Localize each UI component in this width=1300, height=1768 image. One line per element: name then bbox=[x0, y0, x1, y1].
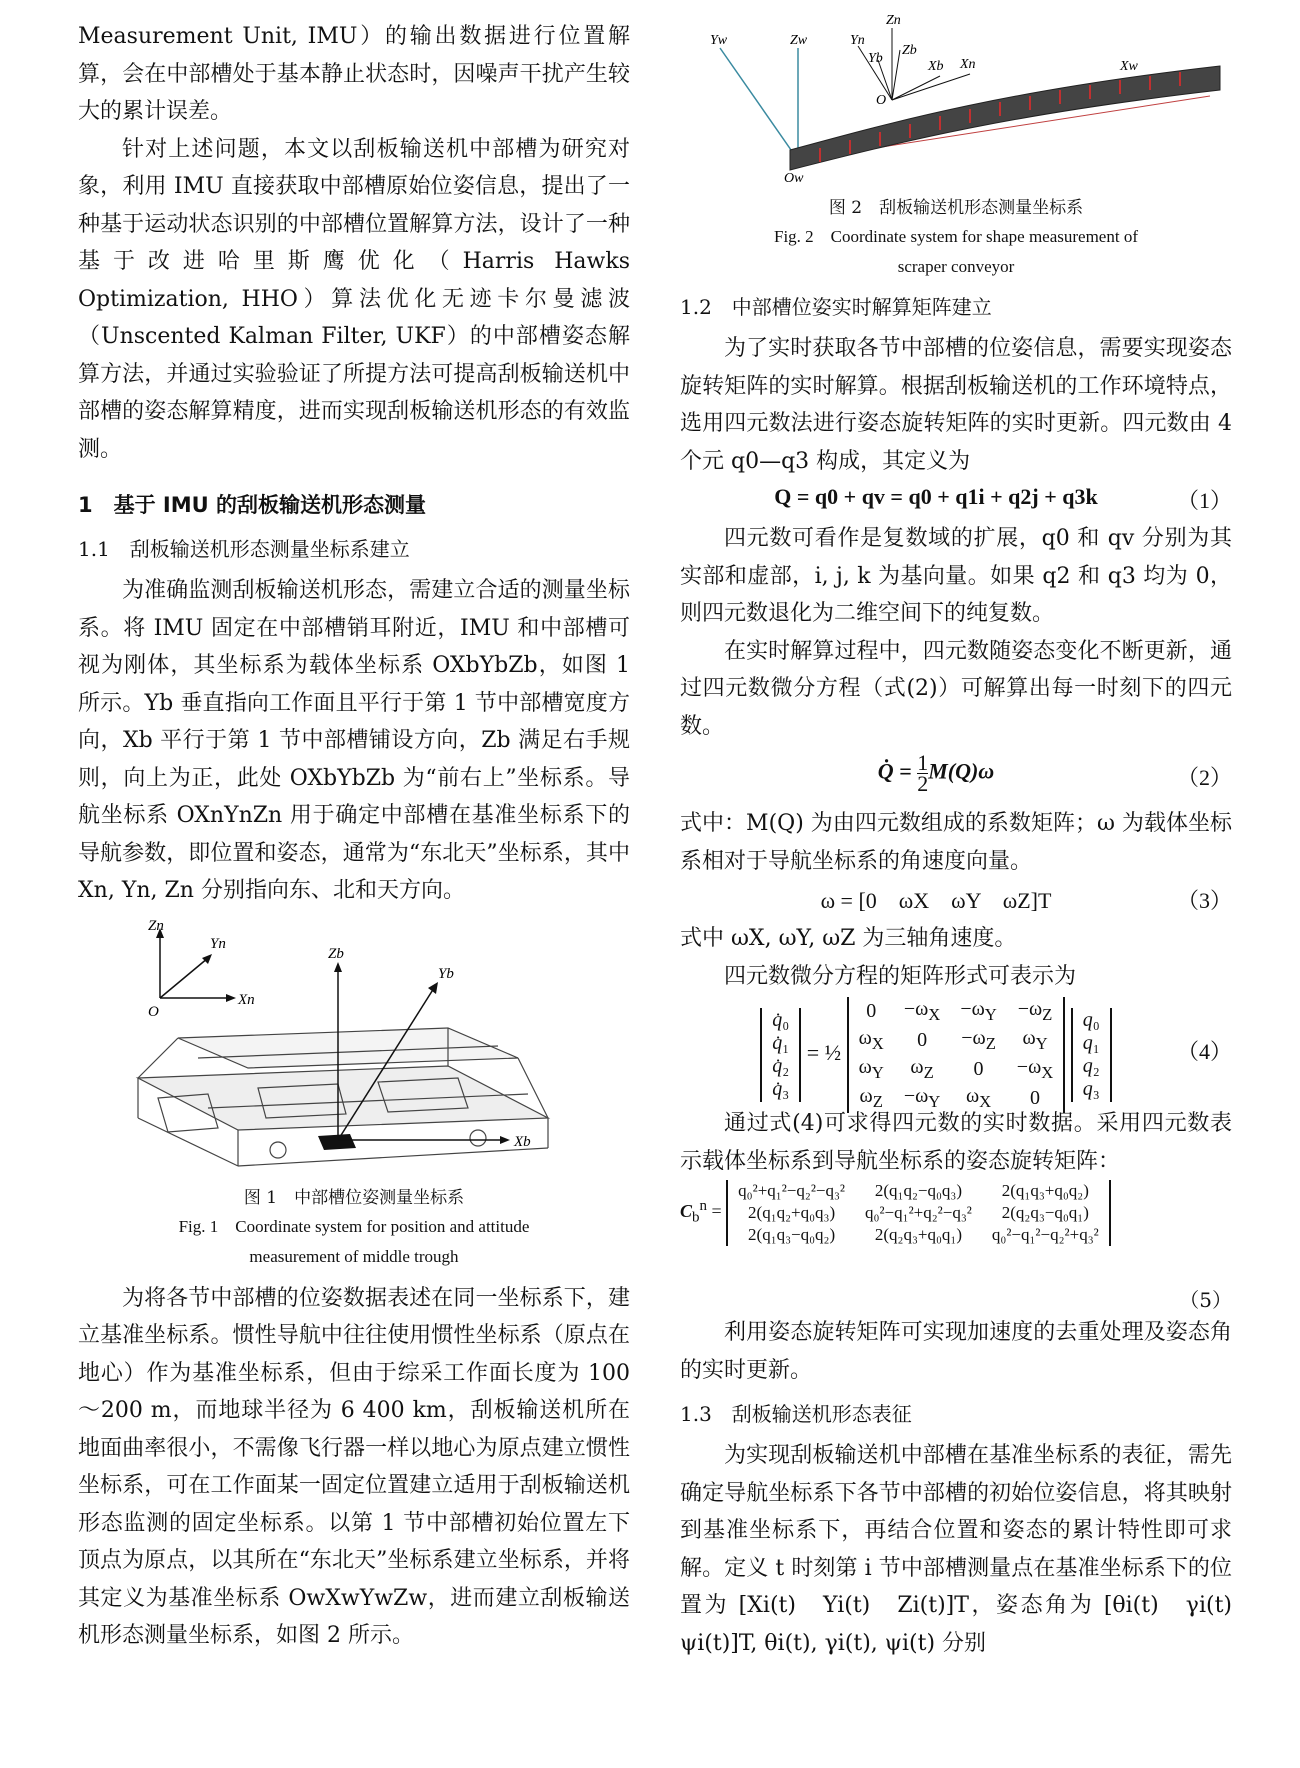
section-heading: 1 基于 IMU 的刮板输送机形态测量 bbox=[78, 493, 426, 517]
paragraph: 针对上述问题，本文以刮板输送机中部槽为研究对象，利用 IMU 直接获取中部槽原始位姿信息，提出了一种基于运动状态识别的中部槽位置解算方法，设计了一种基于改进哈里斯鹰优化（Harris Hawks Optimization, HHO）算法优化无迹卡尔曼滤波（Unscented Kalman Filter, UKF）的中部槽姿态解算方法，并通过实验验证了所提方法可提高刮板输送机中部槽的姿态解算精度，进而实现刮板输送机形态的有效监测。 bbox=[78, 136, 630, 462]
equation-3 bbox=[680, 880, 1232, 920]
subsection-heading: 1.3 刮板输送机形态表征 bbox=[680, 1402, 912, 1426]
paragraph: 通过式(4)可求得四元数的实时数据。采用四元数表示载体坐标系到导航坐标系的姿态旋转矩阵： bbox=[680, 1111, 1232, 1174]
equation-2-body: Q̇ = $\frac{1}{2}$ M(Q)ω bbox=[877, 750, 995, 796]
paragraph: 式中 ωX, ωY, ωZ 为三轴角速度。 bbox=[680, 926, 1017, 951]
label-ow: Ow bbox=[784, 171, 804, 186]
figure-2 bbox=[680, 10, 1232, 282]
figure-1-diagram bbox=[78, 918, 630, 1180]
label-zn: Zn bbox=[148, 917, 164, 934]
paragraph: 四元数微分方程的矩阵形式可表示为 bbox=[724, 963, 1077, 989]
equation-4-body: q̇₀ q̇₁ q̇₂ q̇₃ = ½ 0 $-\omega_X$ $-\omega_Y$ $-\omega_Z$ $\omega_X$ 0 $-\omega_Z$ $\omega_Y$ $\omega_Y$ $\omega_Z$ 0 $-\omega_X$ $\omega_Z$ $-\omega_Y$ $\omega_X$ 0 q₀ q₁ q₂ q₃ bbox=[680, 997, 1192, 1113]
label-yb: Yb bbox=[438, 965, 454, 982]
equation-1 bbox=[680, 480, 1232, 520]
figure-2-caption-en-2: scraper conveyor bbox=[897, 257, 1015, 276]
label-zb: Zb bbox=[328, 945, 344, 962]
label-yn: Yn bbox=[210, 935, 226, 952]
figure-2-caption-en: Fig. 2 Coordinate system for shape measurement of bbox=[773, 227, 1138, 246]
figure-1-caption-cn: 图 1 中部槽位姿测量坐标系 bbox=[243, 1187, 465, 1208]
equation-4 bbox=[680, 995, 1232, 1111]
label-xw: Xw bbox=[1120, 59, 1138, 74]
equation-5-body: $C_b^n = q_0^2+q_1^2-q_2^2-q_3^2$ 2(q₁q₂−q₀q₃) 2(q₁q₃+q₀q₂) 2(q₁q₂+q₀q₃) q₀²−q₁²+q₂²−q₃² 2(q₂q₃−q₀q₁) 2(q₁q₃−q₀q₂) 2(q₂q₃+q₀q₁) q₀²−q₁²−q₂²+q₃² bbox=[680, 1180, 1111, 1246]
label-xb: Xb bbox=[514, 1133, 531, 1150]
paragraph: 为了实时获取各节中部槽的位姿信息，需要实现姿态旋转矩阵的实时解算。根据刮板输送机的工作环境特点，选用四元数法进行姿态旋转矩阵的实时更新。四元数由 4 个元 q0—q3 构成，其定义为 bbox=[680, 336, 1232, 474]
equation-number: （1） bbox=[1176, 488, 1232, 513]
paragraph: 四元数可看作是复数域的扩展，q0 和 qv 分别为其实部和虚部，i, j, k 为基向量。如果 q2 和 q3 均为 0，则四元数退化为二维空间下的纯复数。 bbox=[680, 526, 1232, 626]
equation-1-body: Q = q0 + qv = q0 + q1i + q2j + q3k bbox=[774, 484, 1098, 509]
equation-number: （4） bbox=[1176, 1039, 1232, 1064]
equation-number: （3） bbox=[1176, 888, 1232, 913]
figure-2-diagram bbox=[680, 10, 1232, 190]
label-yn2: Yn bbox=[850, 33, 865, 48]
paragraph: 在实时解算过程中，四元数随姿态变化不断更新，通过四元数微分方程（式(2)）可解算出每一时刻下的四元数。 bbox=[680, 638, 1232, 739]
equation-3-body: ω = [0 ωX ωY ωZ]T bbox=[820, 888, 1052, 913]
figure-1-caption-en-2: measurement of middle trough bbox=[249, 1246, 459, 1266]
paragraph: 为将各节中部槽的位姿数据表述在同一坐标系下，建立基准坐标系。惯性导航中往往使用惯性坐标系（原点在地心）作为基准坐标系，但由于综采工作面长度为 100～200 m，而地球半径为 6 400 km，刮板输送机所在地面曲率很小，不需像飞行器一样以地心为原点建立惯性坐标系，可在工作面某一固定位置建立适用于刮板输送机形态监测的固定坐标系。以第 1 节中部槽初始位置左下顶点为原点，以其所在“东北天”坐标系建立坐标系，并将其定义为基准坐标系 OwXwYwZw，进而建立刮板输送机形态测量坐标系，如图 2 所示。 bbox=[78, 1285, 630, 1648]
paragraph: 式中：M(Q) 为由四元数组成的系数矩阵；ω 为载体坐标系相对于导航坐标系的角速度向量。 bbox=[680, 811, 1232, 874]
label-xb2: Xb bbox=[928, 59, 944, 74]
paragraph: 为准确监测刮板输送机形态，需建立合适的测量坐标系。将 IMU 固定在中部槽销耳附近，IMU 和中部槽可视为刚体，其坐标系为载体坐标系 OXbYbZb，如图 1 所示。Yb 垂直指向工作面且平行于第 1 节中部槽宽度方向，Xb 平行于第 1 节中部槽铺设方向，Zb 满足右手规则，向上为正，此处 OXbYbZb 为“前右上”坐标系。导航坐标系 OXnYnZn 用于确定中部槽在基准坐标系下的导航参数，即位置和姿态，通常为“东北天”坐标系，其中 Xn, Yn, Zn 分别指向东、北和天方向。 bbox=[78, 578, 630, 903]
label-xn: Xn bbox=[238, 991, 255, 1008]
equation-number: （5） bbox=[1179, 1288, 1232, 1312]
paragraph: 利用姿态旋转矩阵可实现加速度的去重处理及姿态角的实时更新。 bbox=[680, 1320, 1232, 1383]
label-yb2: Yb bbox=[868, 51, 883, 66]
conveyor-body bbox=[790, 66, 1220, 170]
figure-1-caption-en: Fig. 1 Coordinate system for position and attitude bbox=[178, 1216, 530, 1236]
label-yw: Yw bbox=[710, 33, 728, 48]
paragraph: 为实现刮板输送机中部槽在基准坐标系的表征，需先确定导航坐标系下各节中部槽的初始位姿信息，将其映射到基准坐标系下，再结合位置和姿态的累计特性即可求解。定义 t 时刻第 i 节中部槽测量点在基准坐标系下的位置为 [Xi(t) Yi(t) Zi(t)]T，姿态角为 [θi(t) γi(t) ψi(t)]T, θi(t), γi(t), ψi(t) 分别 bbox=[680, 1443, 1255, 1656]
left-column bbox=[78, 18, 630, 1655]
equation-number: （2） bbox=[1176, 765, 1232, 790]
figure-1 bbox=[78, 918, 630, 1272]
label-o2: O bbox=[876, 93, 887, 108]
imu-block bbox=[318, 1134, 356, 1150]
right-column bbox=[680, 10, 1255, 1662]
subsection-heading: 1.2 中部槽位姿实时解算矩阵建立 bbox=[680, 295, 992, 319]
paragraph: Measurement Unit, IMU）的输出数据进行位置解算，会在中部槽处于基本静止状态时，因噪声干扰产生较大的累计误差。 bbox=[78, 24, 630, 124]
label-o: O bbox=[148, 1003, 159, 1020]
label-zb2: Zb bbox=[902, 43, 917, 58]
figure-2-caption-cn: 图 2 刮板输送机形态测量坐标系 bbox=[828, 198, 1084, 218]
equation-2 bbox=[680, 745, 1232, 805]
label-zw: Zw bbox=[790, 33, 808, 48]
subsection-heading: 1.1 刮板输送机形态测量坐标系建立 bbox=[78, 537, 410, 561]
label-xn2: Xn bbox=[960, 57, 976, 72]
equation-5 bbox=[680, 1180, 1232, 1284]
label-zn2: Zn bbox=[886, 13, 901, 28]
